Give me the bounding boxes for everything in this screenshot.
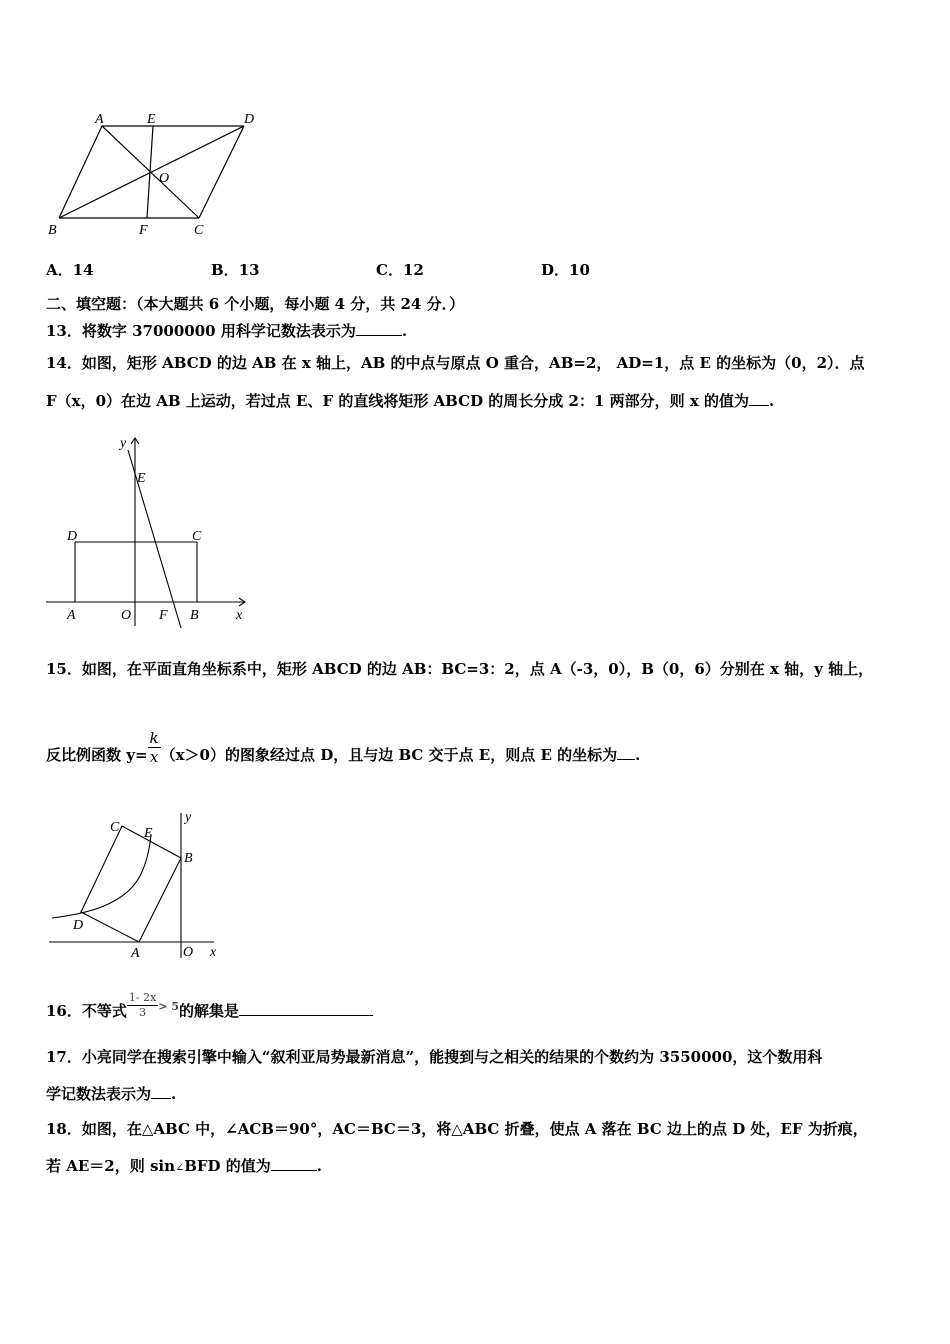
label-E: E xyxy=(147,112,156,127)
label-C: C xyxy=(194,223,204,238)
q14-label-F: F xyxy=(159,608,168,623)
option-b: B．13 xyxy=(211,261,260,279)
question-15-line2: 反比例函数 y= $\frac{k}{x}$ （x＞0）的图象经过点 D，且与边 BC 交于点 E，则点 E 的坐标为 . xyxy=(46,728,641,766)
label-F: F xyxy=(139,223,148,238)
parallelogram-figure xyxy=(40,105,270,245)
section-title: 二、填空题：（本大题共 6 个小题，每小题 4 分，共 24 分．） xyxy=(46,295,465,313)
q14-figure xyxy=(40,430,260,630)
q15-label-x: x xyxy=(210,945,217,960)
question-18-line1: 18．如图，在△ABC 中，∠ACB＝90°，AC＝BC＝3，将△ABC 折叠，使点 A 落在 BC 边上的点 D 处，EF 为折痕， xyxy=(46,1120,868,1138)
question-14-line2: F（x，0）在边 AB 上运动，若过点 E、F 的直线将矩形 ABCD 的周长分成 2：1 两部分，则 x 的值为 . xyxy=(46,392,775,410)
q15-fraction: $\frac{k}{x}$ xyxy=(149,728,159,766)
q15-figure xyxy=(44,808,229,968)
option-c: C．12 xyxy=(376,261,424,279)
q14-label-A: A xyxy=(67,608,76,623)
q15-label-E: E xyxy=(144,826,153,841)
label-D: D xyxy=(244,112,255,127)
label-B: B xyxy=(48,223,57,238)
question-13: 13．将数字 37000000 用科学记数法表示为 . xyxy=(46,322,408,340)
q14-label-y: y xyxy=(120,436,127,451)
q14-label-E: E xyxy=(137,471,146,486)
question-17-line1: 17．小亮同学在搜索引擎中输入“叙利亚局势最新消息”，能搜到与之相关的结果的个数约为 3550000，这个数用科 xyxy=(46,1048,823,1066)
question-18-line2: 若 AE＝2，则 sin∠BFD 的值为 . xyxy=(46,1157,323,1175)
q15-label-C: C xyxy=(110,820,120,835)
q14-label-C: C xyxy=(192,529,202,544)
q14-label-D: D xyxy=(67,529,78,544)
q15-label-D: D xyxy=(73,918,84,933)
q14-label-x: x xyxy=(236,608,243,623)
q15-label-O: O xyxy=(183,945,194,960)
question-15-line1: 15．如图，在平面直角坐标系中，矩形 ABCD 的边 AB：BC=3：2，点 A（-3，0），B（0，6）分别在 x 轴，y 轴上， xyxy=(46,660,874,678)
question-14-line1: 14．如图，矩形 ABCD 的边 AB 在 x 轴上，AB 的中点与原点 O 重合，AB=2， AD=1，点 E 的坐标为（0，2）．点 xyxy=(46,354,865,372)
q15-label-y: y xyxy=(185,810,192,825)
q14-label-O: O xyxy=(121,608,132,623)
q14-label-B: B xyxy=(190,608,199,623)
option-a: A．14 xyxy=(46,261,94,279)
question-16: 16．不等式 $\frac{1- 2x}{3}$ $^{> 5}$的解集是 xyxy=(46,1000,373,1021)
q16-fraction: $\frac{1- 2x}{3}$ xyxy=(128,990,157,1019)
label-A: A xyxy=(95,112,104,127)
label-O: O xyxy=(159,171,170,186)
q15-label-A: A xyxy=(131,946,140,961)
q15-label-B: B xyxy=(184,851,193,866)
option-d: D．10 xyxy=(541,261,590,279)
question-17-line2: 学记数法表示为 . xyxy=(46,1085,177,1103)
